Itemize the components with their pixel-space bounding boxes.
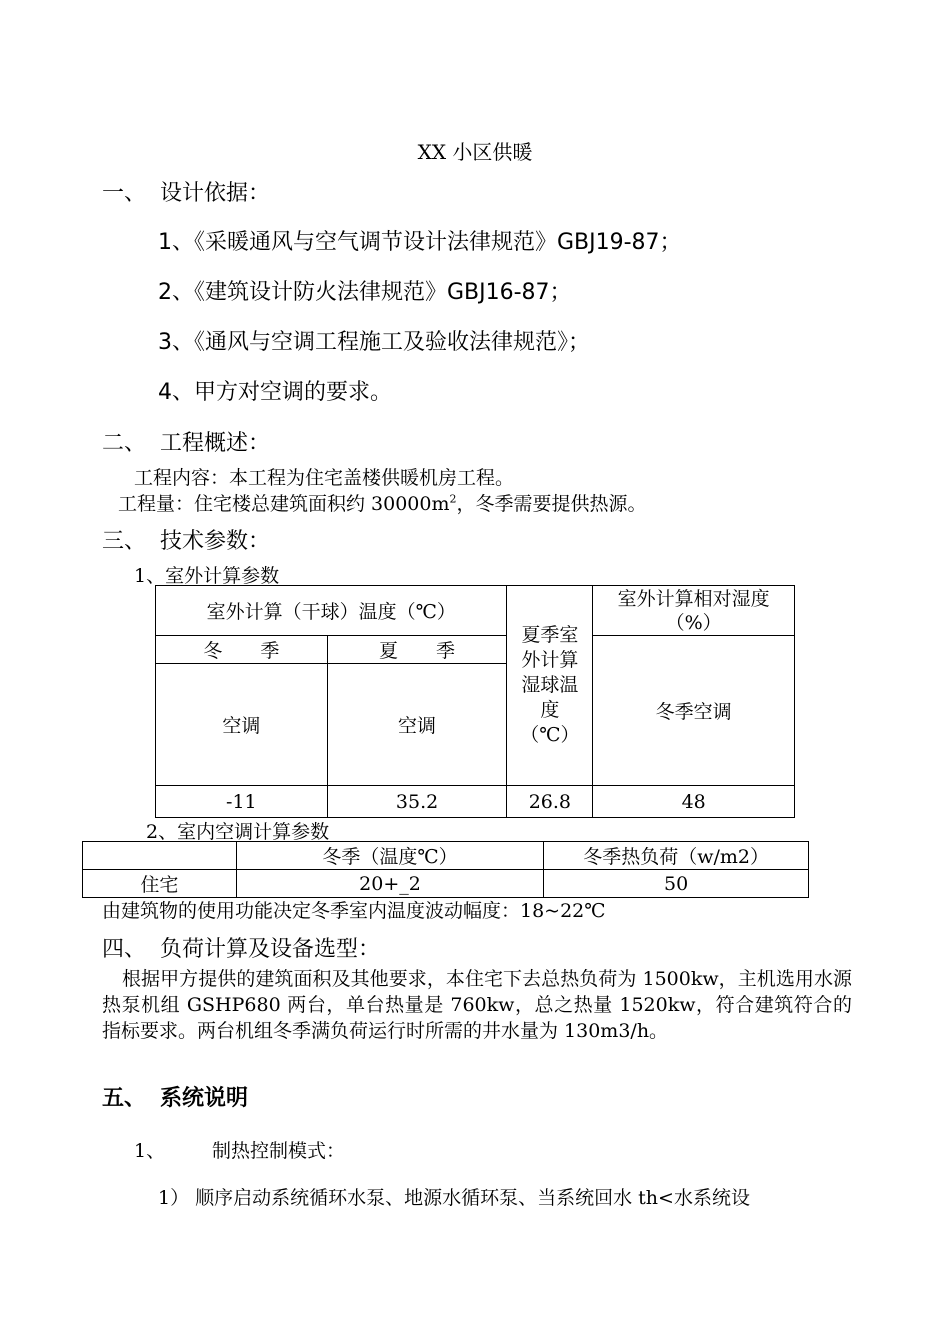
section-3-heading: [102, 524, 270, 555]
value-humidity: 48: [593, 786, 795, 818]
section-2-heading: [102, 426, 270, 457]
section-title: 系统说明: [160, 1086, 249, 1111]
amount-prefix: 工程量：住宅楼总建筑面积约 30000m: [118, 493, 450, 515]
section-number: 一、: [102, 181, 147, 206]
page-title: XX 小区供暖: [417, 140, 533, 164]
system-item-number: 1、: [134, 1140, 166, 1162]
reference-item: 1、《采暖通风与空气调节设计法律规范》GBJ19-87；: [158, 230, 682, 255]
row-label-residence: 住宅: [83, 870, 237, 898]
section-number: 三、: [102, 529, 147, 554]
section-1-heading: [102, 176, 270, 207]
load-calculation-paragraph: 根据甲方提供的建筑面积及其他要求，本住宅下去总热负荷为 1500kw，主机选用水源热泵机组 GSHP680 两台，单台热量是 760kw，总之热量 1520kw，符合建筑符合的指标要求。两台机组冬季满负荷运行时所需的井水量为 130m3/h。: [102, 968, 852, 1042]
value-indoor-temp: 20+_2: [236, 870, 544, 898]
header-wet-bulb: 夏季室 外计算 湿球温 度 （℃）: [507, 586, 593, 786]
header-winter: 冬 季: [156, 636, 328, 664]
overview-content: 工程内容：本工程为住宅盖楼供暖机房工程。: [134, 467, 515, 489]
section-title: 负荷计算及设备选型：: [160, 937, 381, 962]
system-item-text: 制热控制模式：: [212, 1140, 346, 1162]
reference-item: 2、《建筑设计防火法律规范》GBJ16-87；: [158, 280, 572, 305]
header-ac-summer: 空调: [327, 664, 507, 786]
reference-item: 3、《通风与空调工程施工及验收法律规范》；: [158, 330, 590, 355]
value-heat-load: 50: [544, 870, 809, 898]
header-winter-temp: 冬季（温度℃）: [236, 842, 544, 870]
section-title: 工程概述：: [160, 431, 271, 456]
header-relative-humidity: 室外计算相对湿度 （%）: [593, 586, 795, 636]
section-5-heading: [102, 1081, 248, 1112]
section-title: 技术参数：: [160, 529, 271, 554]
empty-header-cell: [83, 842, 237, 870]
amount-suffix: ，冬季需要提供热源。: [456, 493, 647, 515]
outdoor-caption: 1、室外计算参数: [134, 565, 280, 587]
section-number: 四、: [102, 937, 147, 962]
value-summer-ac: 35.2: [327, 786, 507, 818]
value-wet-bulb: 26.8: [507, 786, 593, 818]
indoor-params-table: [82, 841, 809, 898]
section-number: 五、: [102, 1086, 147, 1111]
header-winter-ac: 冬季空调: [593, 636, 795, 786]
outdoor-params-table: [155, 585, 795, 818]
header-winter-load: 冬季热负荷（w/m2）: [544, 842, 809, 870]
overview-amount: [118, 489, 647, 516]
section-number: 二、: [102, 431, 147, 456]
section-4-heading: [102, 932, 380, 963]
indoor-note: 由建筑物的使用功能决定冬季室内温度波动幅度：18~22℃: [102, 900, 606, 922]
reference-item: 4、甲方对空调的要求。: [158, 380, 392, 405]
value-winter-ac: -11: [156, 786, 328, 818]
system-sub-item: 1） 顺序启动系统循环水泵、地源水循环泵、当系统回水 th<水系统设: [158, 1187, 750, 1209]
header-summer: 夏 季: [327, 636, 507, 664]
amount-superscript: 2: [449, 492, 457, 506]
section-title: 设计依据：: [160, 181, 271, 206]
header-ac-winter: 空调: [156, 664, 328, 786]
indoor-caption: 2、室内空调计算参数: [146, 821, 330, 843]
header-dry-bulb: 室外计算（干球）温度（℃）: [156, 586, 507, 636]
